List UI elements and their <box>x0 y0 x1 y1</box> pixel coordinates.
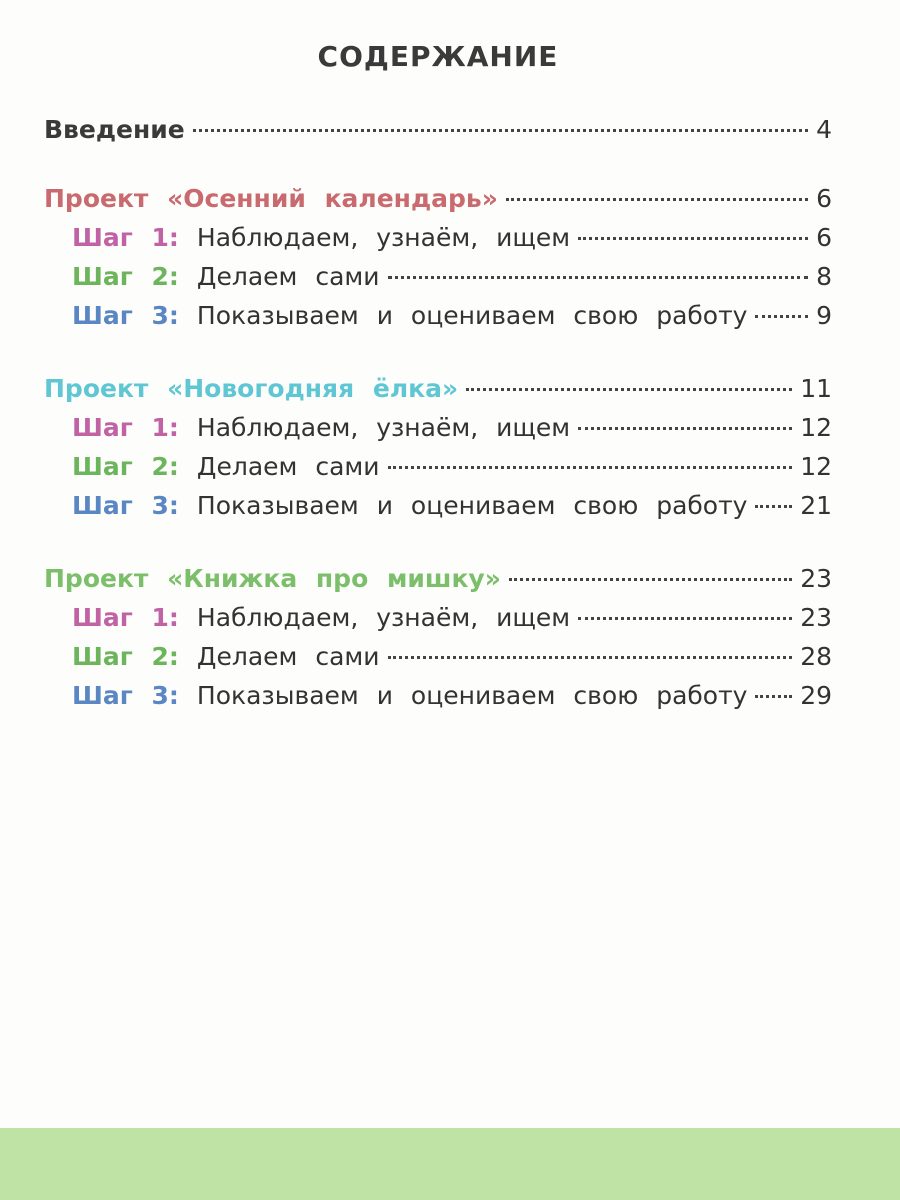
step-text: Делаем сами <box>196 452 380 481</box>
step-label: Шаг 3: <box>72 491 179 520</box>
step-label: Шаг 1: <box>72 603 179 632</box>
step-text: Наблюдаем, узнаём, ищем <box>196 603 571 632</box>
dot-leader <box>466 388 792 391</box>
step-label: Шаг 2: <box>72 452 179 481</box>
toc-entry-step[interactable] <box>44 296 832 335</box>
toc-entry-step[interactable] <box>44 447 832 486</box>
toc-page-number: 12 <box>800 452 832 481</box>
dot-leader <box>755 695 792 698</box>
toc-entry-step[interactable] <box>44 408 832 447</box>
toc-page-number: 21 <box>800 491 832 520</box>
toc-page-number: 23 <box>800 564 832 593</box>
step-text: Делаем сами <box>196 642 380 671</box>
dot-leader <box>388 466 793 469</box>
dot-leader <box>509 578 792 581</box>
toc-entry-step[interactable] <box>44 218 832 257</box>
dot-leader <box>755 505 792 508</box>
dot-leader <box>388 276 809 279</box>
step-label: Шаг 2: <box>72 262 179 291</box>
toc-page-number: 11 <box>800 374 832 403</box>
toc-page-number: 29 <box>800 681 832 710</box>
toc-entry-project-2[interactable] <box>44 369 832 408</box>
toc-entry-intro[interactable] <box>44 110 832 149</box>
toc-page-number: 23 <box>800 603 832 632</box>
dot-leader <box>388 656 793 659</box>
step-text: Наблюдаем, узнаём, ищем <box>196 223 571 252</box>
toc-page-number: 12 <box>800 413 832 442</box>
toc-project-label: Проект «Осенний календарь» <box>44 184 498 213</box>
step-label: Шаг 1: <box>72 223 179 252</box>
step-label: Шаг 3: <box>72 681 179 710</box>
dot-leader <box>755 315 808 318</box>
dot-leader <box>193 129 808 132</box>
toc-page-number: 6 <box>816 184 832 213</box>
dot-leader <box>578 427 792 430</box>
toc-intro-label: Введение <box>44 115 185 144</box>
toc-entry-step[interactable] <box>44 486 832 525</box>
table-of-contents <box>44 110 832 749</box>
step-label: Шаг 3: <box>72 301 179 330</box>
toc-project-label: Проект «Новогодняя ёлка» <box>44 374 459 403</box>
dot-leader <box>578 237 808 240</box>
dot-leader <box>578 617 792 620</box>
step-text: Показываем и оцениваем свою работу <box>196 491 748 520</box>
toc-page-number: 6 <box>816 223 832 252</box>
step-label: Шаг 2: <box>72 642 179 671</box>
toc-page-number: 4 <box>816 115 832 144</box>
toc-entry-step[interactable] <box>44 257 832 296</box>
step-text: Показываем и оцениваем свою работу <box>196 681 748 710</box>
bottom-green-band <box>0 1128 900 1200</box>
dot-leader <box>506 198 808 201</box>
toc-entry-project-3[interactable] <box>44 559 832 598</box>
step-text: Наблюдаем, узнаём, ищем <box>196 413 571 442</box>
step-text: Показываем и оцениваем свою работу <box>196 301 748 330</box>
step-label: Шаг 1: <box>72 413 179 442</box>
step-text: Делаем сами <box>196 262 380 291</box>
toc-page-number: 9 <box>816 301 832 330</box>
toc-page-number: 8 <box>816 262 832 291</box>
toc-project-label: Проект «Книжка про мишку» <box>44 564 501 593</box>
toc-entry-project-1[interactable] <box>44 179 832 218</box>
toc-page-number: 28 <box>800 642 832 671</box>
toc-entry-step[interactable] <box>44 676 832 715</box>
page-title: СОДЕРЖАНИЕ <box>317 40 559 73</box>
toc-entry-step[interactable] <box>44 598 832 637</box>
toc-entry-step[interactable] <box>44 637 832 676</box>
